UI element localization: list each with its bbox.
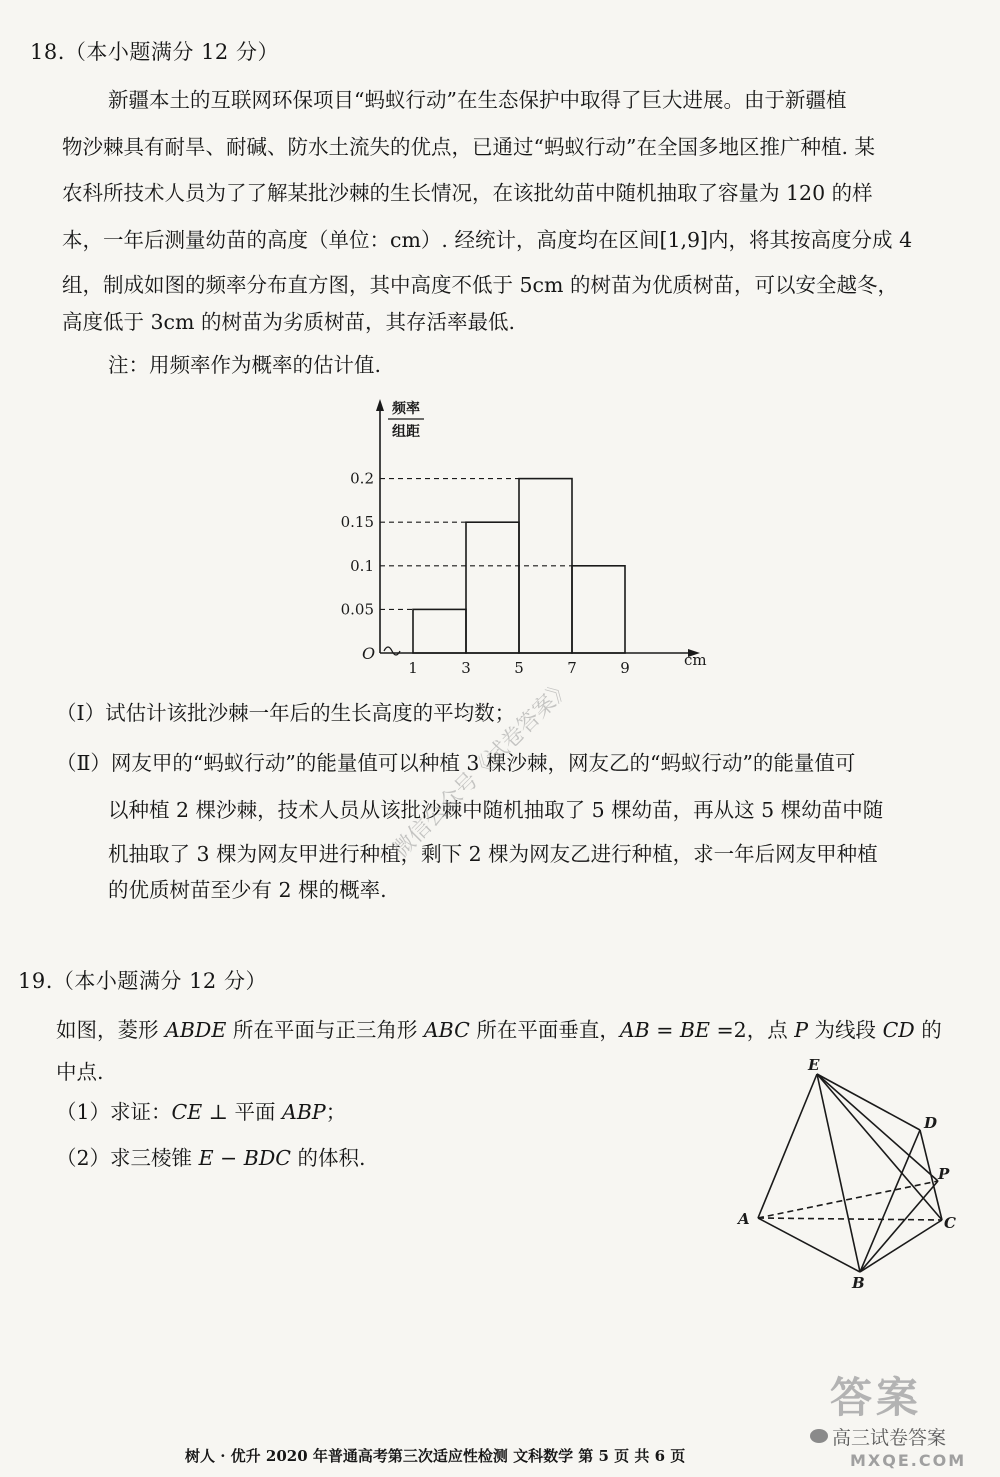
q19-part-2 <box>56 1148 365 1169</box>
y-tick-label: 0.2 <box>350 469 374 488</box>
label-d: D <box>924 1114 938 1132</box>
q18-line-2: 物沙棘具有耐旱、耐碱、防水土流失的优点，已通过“蚂蚁行动”在全国多地区推广种植. 某 <box>62 135 875 159</box>
q18-line-1: 新疆本土的互联网环保项目“蚂蚁行动”在生态保护中取得了巨大进展。由于新疆植 <box>108 88 847 112</box>
q18-note: 注：用频率作为概率的估计值. <box>108 353 382 377</box>
diagonal-watermark: 微信公众号《试卷答案》 <box>388 674 577 864</box>
q19-text: 的 <box>914 1018 942 1042</box>
x-axis-unit-label: cm <box>684 651 707 669</box>
q18-part-2-line-3: 机抽取了 3 棵为网友甲进行种植，剩下 2 棵为网友乙进行种植，求一年后网友甲种植 <box>108 842 878 866</box>
q19-text: − <box>213 1146 244 1170</box>
q19-text: ； <box>325 1100 347 1124</box>
q19-text: ⊥ 平面 <box>202 1100 283 1124</box>
q18-header: 18.（本小题满分 12 分） <box>30 40 279 64</box>
histogram-bar <box>413 609 466 653</box>
edge-bp <box>860 1181 938 1272</box>
q19-header: 19.（本小题满分 12 分） <box>18 969 267 993</box>
frequency-histogram <box>340 395 720 685</box>
y-tick-label: 0.05 <box>340 600 374 619</box>
edge-db <box>860 1130 920 1272</box>
edge-ab <box>758 1218 860 1272</box>
label-e: E <box>808 1058 820 1074</box>
label-c: C <box>944 1214 956 1232</box>
q19-plane-abp: ABP <box>282 1100 326 1124</box>
watermark-brand: 高三试卷答案 <box>832 1427 947 1449</box>
page-footer: 树人 · 优升 2020 年普通高考第三次适应性检测 文科数学 第 5 页 共 6 页 <box>185 1447 686 1465</box>
q19-segment-ab: AB <box>619 1018 650 1042</box>
edge-ep <box>817 1074 938 1181</box>
watermark-logo-text: 答案 <box>830 1373 923 1422</box>
wechat-icon <box>810 1429 828 1443</box>
q18-part-2-line-1: （Ⅱ）网友甲的“蚂蚁行动”的能量值可以种植 3 棵沙棘，网友乙的“蚂蚁行动”的能量值可 <box>56 751 856 775</box>
q19-text: 所在平面垂直， <box>469 1018 620 1042</box>
label-p: P <box>938 1165 950 1183</box>
y-axis-label-bottom: 组距 <box>392 424 420 440</box>
q19-segment-ce: CE <box>171 1100 203 1124</box>
q19-text: 的体积. <box>290 1146 366 1170</box>
q19-line-2: 中点. <box>56 1060 104 1084</box>
edge-eb <box>817 1074 860 1272</box>
histogram-bar <box>572 566 625 653</box>
x-tick-label: 3 <box>461 659 471 677</box>
watermark-site: MXQE.COM <box>850 1451 967 1470</box>
label-a: A <box>738 1210 750 1228</box>
q19-point-e: E <box>198 1146 214 1170</box>
q19-rhombus-name: ABDE <box>165 1018 227 1042</box>
q19-text: 如图，菱形 <box>56 1018 166 1042</box>
x-tick-label: 1 <box>408 659 418 677</box>
y-axis-arrow <box>376 399 384 411</box>
q18-part-2-line-4: 的优质树苗至少有 2 棵的概率. <box>108 878 387 902</box>
x-tick-label: 7 <box>567 659 577 677</box>
q18-line-3: 农科所技术人员为了了解某批沙棘的生长情况，在该批幼苗中随机抽取了容量为 120 的样 <box>62 181 873 205</box>
edge-bc <box>860 1220 942 1272</box>
q19-text: 为线段 <box>808 1018 883 1042</box>
x-tick-label: 9 <box>620 659 630 677</box>
q18-line-6: 高度低于 3cm 的树苗为劣质树苗，其存活率最低. <box>62 310 516 334</box>
q19-segment-be: BE <box>679 1018 710 1042</box>
q19-text: =2，点 <box>709 1018 795 1042</box>
x-tick-label: 5 <box>514 659 524 677</box>
q19-text: 所在平面与正三角形 <box>226 1018 424 1042</box>
origin-label: O <box>362 644 376 663</box>
edge-ed <box>817 1074 920 1130</box>
y-tick-label: 0.1 <box>350 556 374 575</box>
label-b: B <box>852 1274 865 1288</box>
q18-part-1: （Ⅰ）试估计该批沙棘一年后的生长高度的平均数； <box>56 701 516 725</box>
watermark-logo <box>810 1365 990 1473</box>
y-axis-label-top: 频率 <box>392 401 420 417</box>
y-tick-label: 0.15 <box>340 513 374 532</box>
q19-text: （2）求三棱锥 <box>56 1146 199 1170</box>
q18-line-4: 本，一年后测量幼苗的高度（单位：cm）. 经统计，高度均在区间[1,9]内，将其按高度分成 4 <box>62 228 913 252</box>
q19-point-p: P <box>794 1018 809 1042</box>
edge-ac-hidden <box>758 1218 942 1220</box>
q19-segment-cd: CD <box>882 1018 915 1042</box>
q18-line-5: 组，制成如图的频率分布直方图，其中高度不低于 5cm 的树苗为优质树苗，可以安全越冬， <box>62 273 898 297</box>
q19-line-1 <box>56 1020 942 1041</box>
q18-part-2-line-2: 以种植 2 棵沙棘，技术人员从该批沙棘中随机抽取了 5 棵幼苗，再从这 5 棵幼苗中随 <box>108 798 884 822</box>
q19-part-1 <box>56 1102 346 1123</box>
histogram-bar <box>466 522 519 653</box>
pyramid-figure <box>730 1058 980 1288</box>
q19-triangle-name: ABC <box>423 1018 470 1042</box>
q19-text: （1）求证： <box>56 1100 172 1124</box>
q19-face-bdc: BDC <box>243 1146 291 1170</box>
q19-text: = <box>649 1018 680 1042</box>
edge-ea <box>758 1074 817 1218</box>
